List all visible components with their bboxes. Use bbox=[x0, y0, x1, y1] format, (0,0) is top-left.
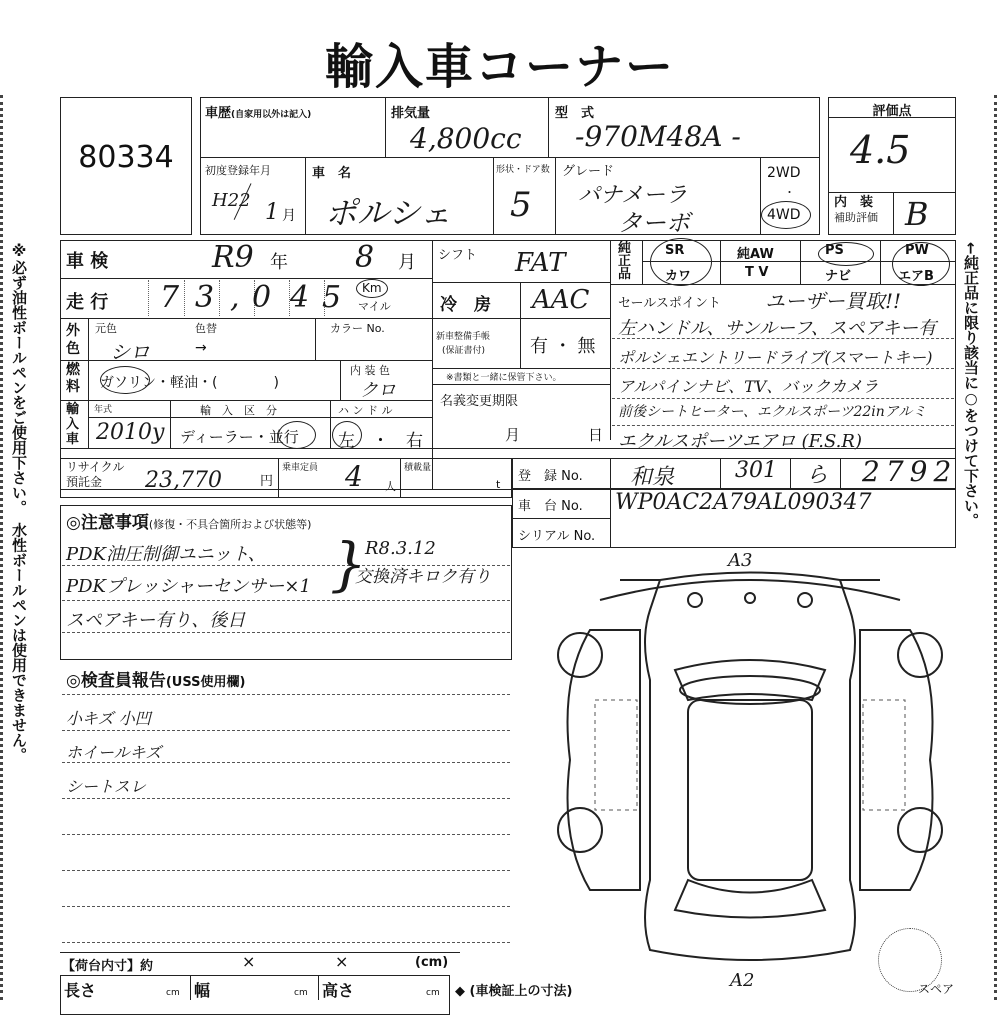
load-label: 積載量 bbox=[404, 463, 432, 473]
eq-sr: SR bbox=[665, 243, 685, 258]
notes-line1: PDK油圧制御ユニット、 bbox=[66, 544, 266, 565]
name-change-day: 日 bbox=[588, 426, 604, 444]
history-label: 車歴(自家用以外は記入) bbox=[205, 106, 312, 121]
lot-number: 80334 bbox=[78, 140, 174, 175]
inspector-line1: 小キズ 小凹 bbox=[66, 709, 151, 728]
interior-color-value: クロ bbox=[360, 380, 396, 401]
sales-point-line5: エクルスポーツエアロ (F.S.R) bbox=[618, 431, 862, 452]
first-reg-month-unit: 月 bbox=[282, 208, 296, 224]
import-type-label: 輸 入 区 分 bbox=[200, 404, 277, 417]
ac-label: 冷 房 bbox=[440, 295, 491, 315]
diagram-label-a2: A2 bbox=[730, 970, 755, 991]
notes-side-date: R8.3.12 bbox=[365, 538, 436, 559]
eq-aw: 純AW bbox=[737, 247, 774, 262]
reg-no-label: 登 録 No. bbox=[518, 469, 583, 484]
serial-no-label: シリアル No. bbox=[518, 529, 596, 544]
dimension-row bbox=[60, 975, 450, 1015]
car-name-label: 車 名 bbox=[312, 166, 352, 181]
fuel-label: 燃料 bbox=[66, 362, 80, 395]
drive-dot: ・ bbox=[784, 186, 795, 199]
color-no-label: カラー No. bbox=[330, 322, 385, 335]
ac-value: AAC bbox=[532, 285, 590, 315]
handle-label: ハ ン ド ル bbox=[338, 404, 393, 417]
sales-point-label: セールスポイント bbox=[618, 296, 721, 311]
capacity-label: 乗車定員 bbox=[282, 463, 319, 473]
car-name-value: ポルシェ bbox=[325, 194, 452, 232]
model-code-label: 型 式 bbox=[555, 106, 595, 121]
shaken-note: ◆ (車検証上の寸法) bbox=[455, 984, 573, 999]
mileage-mile: マイル bbox=[358, 300, 391, 313]
original-color-value: シロ bbox=[110, 340, 150, 364]
sales-point-line1: 左ハンドル、サンルーフ、スペアキー有 bbox=[618, 318, 937, 339]
recycle-yen: 円 bbox=[260, 474, 274, 489]
warranty-label: 新車整備手帳 (保証書付) bbox=[436, 332, 491, 356]
reg-kana: ら bbox=[806, 463, 829, 488]
import-label: 輸入車 bbox=[66, 402, 80, 447]
name-change-label: 名義変更期限 bbox=[440, 394, 519, 409]
color-change-arrow: → bbox=[195, 340, 207, 356]
drive-2wd: 2WD bbox=[767, 165, 801, 181]
shift-value: FAT bbox=[515, 248, 566, 278]
inspection-era: R9 bbox=[212, 240, 254, 275]
notes-line3: スペアキー有り、後日 bbox=[66, 610, 246, 631]
interior-score-value: B bbox=[905, 195, 929, 233]
genuine-label: 純正品 bbox=[618, 241, 632, 282]
eq-ab: エアB bbox=[898, 269, 934, 284]
displacement-value: 4,800cc bbox=[410, 122, 522, 155]
drive-4wd-circle bbox=[761, 201, 811, 229]
eq-kawa: カワ bbox=[665, 269, 692, 284]
first-reg-label: 初度登録年月 bbox=[205, 164, 271, 177]
cargo-label: 【荷台内寸】約 bbox=[62, 959, 154, 974]
recycle-amount: 23,770 bbox=[145, 468, 222, 493]
shift-label: シフト bbox=[438, 248, 478, 263]
import-type-options: ディーラー・並行 bbox=[180, 428, 299, 446]
model-year-label: 年式 bbox=[94, 405, 113, 415]
diagram-label-a3: A3 bbox=[728, 550, 753, 571]
cargo-times1: × bbox=[242, 952, 256, 971]
notes-label: ◎注意事項(修復・不具合箇所および状態等) bbox=[66, 513, 312, 533]
sales-point-header: ユーザー買取!! bbox=[765, 289, 902, 313]
doors-value: 5 bbox=[510, 185, 532, 225]
mileage-label: 走 行 bbox=[66, 292, 109, 313]
inspector-line2: ホイールキズ bbox=[66, 743, 162, 762]
reg-class: 301 bbox=[735, 458, 777, 483]
displacement-label: 排気量 bbox=[391, 106, 431, 121]
model-code-value: -970M48A - bbox=[575, 120, 741, 153]
name-change-month: 月 bbox=[505, 426, 521, 444]
mileage-d5: 4 bbox=[290, 280, 310, 315]
handle-options: 左 ・ 右 bbox=[338, 431, 423, 451]
exterior-color-label: 外色 bbox=[66, 323, 80, 357]
drive-4wd: 4WD bbox=[767, 207, 801, 223]
capacity-unit: 人 bbox=[385, 480, 396, 493]
notes-line2: PDKプレッシャーセンサー×1 bbox=[66, 576, 311, 597]
chassis-no-label: 車 台 No. bbox=[518, 499, 583, 514]
mileage-d2: 3 bbox=[195, 280, 215, 315]
mileage-d1: 7 bbox=[160, 280, 180, 315]
sales-point-line4: 前後シートヒーター、エクルスポーツ22inアルミ bbox=[618, 404, 927, 420]
eq-ps: PS bbox=[825, 243, 844, 258]
spare-label: スペア bbox=[918, 982, 955, 996]
inspection-year-unit: 年 bbox=[270, 252, 288, 273]
first-reg-month: 1 bbox=[265, 200, 279, 225]
eq-navi: ナビ bbox=[825, 269, 852, 284]
inspection-month-unit: 月 bbox=[398, 252, 416, 273]
score-value: 4.5 bbox=[850, 128, 911, 172]
cargo-times2: × bbox=[335, 952, 349, 971]
width-label: 幅 bbox=[194, 981, 211, 1000]
height-label: 高さ bbox=[322, 981, 355, 1000]
warranty-note: ※書類と一緒に保管下さい。 bbox=[446, 373, 562, 383]
load-unit: t bbox=[496, 478, 501, 491]
chassis-no-value: WP0AC2A79AL090347 bbox=[615, 490, 872, 515]
sales-point-line3: アルパインナビ、TV、バックカメラ bbox=[618, 377, 879, 396]
warranty-options: 有 ・ 無 bbox=[530, 336, 596, 357]
score-label: 評価点 bbox=[872, 104, 912, 119]
doors-label: 形状・ドア数 bbox=[496, 165, 550, 175]
inspection-label: 車 検 bbox=[66, 251, 109, 272]
grade-line1: パナメーラ bbox=[578, 183, 688, 208]
interior-color-label: 内 装 色 bbox=[350, 364, 390, 377]
side-note-right: ←純正品に限り該当に○をつけて下さい。 bbox=[962, 242, 980, 528]
cargo-cm-unit: (cm) bbox=[415, 955, 449, 970]
length-label: 長さ bbox=[64, 981, 97, 1000]
recycle-label: リサイクル 預託金 bbox=[66, 460, 125, 489]
width-cm: cm bbox=[294, 988, 308, 998]
interior-score-label: 内 装 補助評価 bbox=[834, 195, 878, 224]
side-note-left: ※必ず油性ボールペンをご使用下さい。 水性ボールペンは使用できません。 bbox=[10, 242, 28, 763]
eq-pw: PW bbox=[905, 243, 929, 258]
color-change-label: 色替 bbox=[195, 322, 217, 335]
eq-tv: T V bbox=[745, 265, 769, 280]
height-cm: cm bbox=[426, 988, 440, 998]
mileage-d6: 5 bbox=[322, 280, 342, 315]
car-diagram bbox=[550, 560, 950, 980]
first-reg-era: H22 bbox=[212, 190, 251, 211]
mileage-d3: , bbox=[230, 280, 240, 315]
inspector-line3: シートスレ bbox=[66, 777, 146, 796]
length-cm: cm bbox=[166, 988, 180, 998]
sales-point-line2: ポルシェエントリードライブ(スマートキー) bbox=[618, 348, 933, 367]
mileage-km: Km bbox=[362, 281, 382, 295]
reg-number: 2792 bbox=[862, 455, 958, 488]
page-title: 輸入車コーナー bbox=[324, 39, 675, 95]
grade-line2: ターボ bbox=[618, 209, 690, 237]
notes-side-text: 交換済キロク有り bbox=[355, 567, 491, 587]
mileage-d4: 0 bbox=[252, 280, 272, 315]
inspection-month: 8 bbox=[355, 240, 375, 275]
inspector-label: ◎検査員報告(USS使用欄) bbox=[66, 671, 246, 691]
grade-label: グレード bbox=[562, 164, 615, 179]
fuel-options: ガソリン・軽油・( ) bbox=[100, 375, 279, 391]
original-color-label: 元色 bbox=[95, 322, 117, 335]
capacity-value: 4 bbox=[345, 460, 363, 493]
model-year-value: 2010y bbox=[96, 420, 165, 445]
reg-place: 和泉 bbox=[630, 465, 675, 490]
